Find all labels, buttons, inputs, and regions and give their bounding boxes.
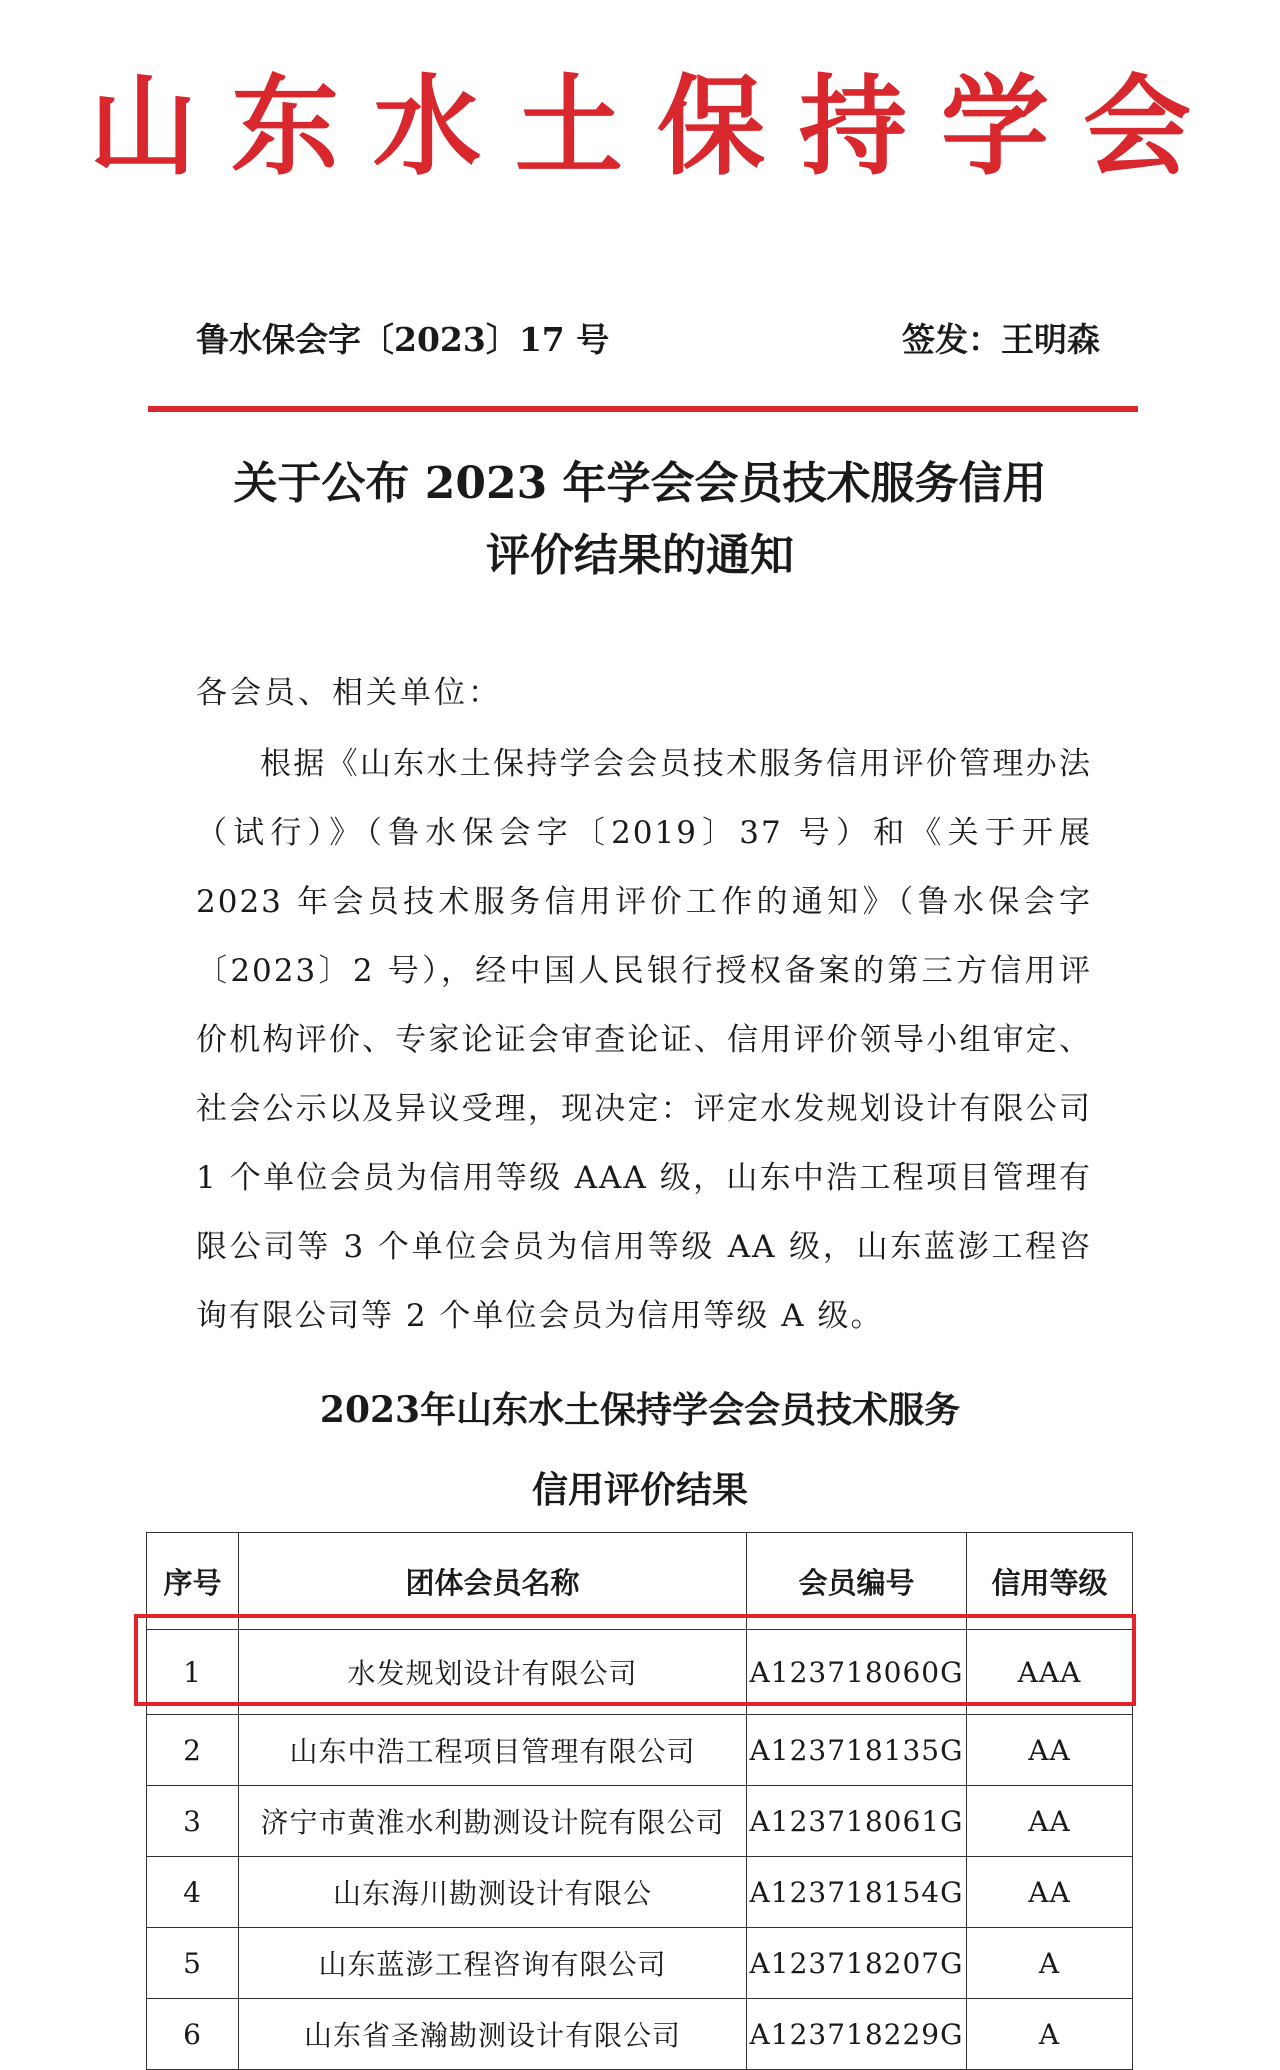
notice-title-line1: 关于公布 2023 年学会会员技术服务信用 (233, 458, 1047, 509)
header-no: 序号 (147, 1533, 239, 1630)
org-name-header: 山东水土保持学会 (88, 64, 1225, 190)
cell-name: 山东蓝澎工程咨询有限公司 (239, 1928, 747, 1999)
cell-code: A123718229G (747, 1999, 967, 2070)
document-number: 鲁水保会字〔2023〕17 号 (196, 320, 610, 359)
table-row (147, 1715, 1133, 1786)
cell-no: 1 (147, 1630, 239, 1715)
cell-grade: A (967, 1999, 1133, 2070)
cell-grade: AA (967, 1857, 1133, 1928)
salutation: 各会员、相关单位： (196, 675, 502, 711)
signer: 签发：王明森 (902, 320, 1100, 359)
table-row (147, 1928, 1133, 1999)
cell-no: 4 (147, 1857, 239, 1928)
header-code: 会员编号 (747, 1533, 967, 1630)
table-row (147, 1786, 1133, 1857)
table-row (147, 1630, 1133, 1715)
cell-name: 山东海川勘测设计有限公 (239, 1857, 747, 1928)
cell-grade: A (967, 1928, 1133, 1999)
cell-name: 山东省圣瀚勘测设计有限公司 (239, 1999, 747, 2070)
cell-no: 6 (147, 1999, 239, 2070)
table-header-row (147, 1533, 1133, 1630)
table-row (147, 1999, 1133, 2070)
cell-no: 2 (147, 1715, 239, 1786)
header-name: 团体会员名称 (239, 1533, 747, 1630)
cell-grade: AA (967, 1786, 1133, 1857)
table-title-line2: 信用评价结果 (531, 1469, 748, 1511)
cell-code: A123718135G (747, 1715, 967, 1786)
notice-title-line2: 评价结果的通知 (486, 530, 794, 581)
cell-grade: AAA (967, 1630, 1133, 1715)
cell-name: 水发规划设计有限公司 (239, 1630, 747, 1715)
cell-code: A123718061G (747, 1786, 967, 1857)
table-row (147, 1857, 1133, 1928)
cell-code: A123718060G (747, 1630, 967, 1715)
cell-name: 济宁市黄淮水利勘测设计院有限公司 (239, 1786, 747, 1857)
table-title (0, 1370, 1280, 1530)
cell-code: A123718154G (747, 1857, 967, 1928)
cell-no: 5 (147, 1928, 239, 1999)
table-title-line1: 2023年山东水土保持学会会员技术服务 (319, 1389, 961, 1431)
cell-no: 3 (147, 1786, 239, 1857)
red-divider (148, 406, 1138, 412)
notice-title (0, 448, 1280, 592)
cell-code: A123718207G (747, 1928, 967, 1999)
cell-grade: AA (967, 1715, 1133, 1786)
cell-name: 山东中浩工程项目管理有限公司 (239, 1715, 747, 1786)
results-table (146, 1532, 1133, 2070)
header-grade: 信用等级 (967, 1533, 1133, 1630)
notice-body: 根据《山东水土保持学会会员技术服务信用评价管理办法（试行）》（鲁水保会字〔2019〕37 号）和《关于开展 2023 年会员技术服务信用评价工作的通知》（鲁水保会字〔2023〕2 号），经中国人民银行授权备案的第三方信用评价机构评价、专家论证会审查论证、信用评价领导小组审定、社会公示以及异议受理，现决定：评定水发规划设计有限公司 1 个单位会员为信用等级 AAA 级，山东中浩工程项目管理有限公司等 3 个单位会员为信用等级 AA 级，山东蓝澎工程咨询有限公司等 2 个单位会员为信用等级 A 级。 (196, 746, 1092, 1334)
